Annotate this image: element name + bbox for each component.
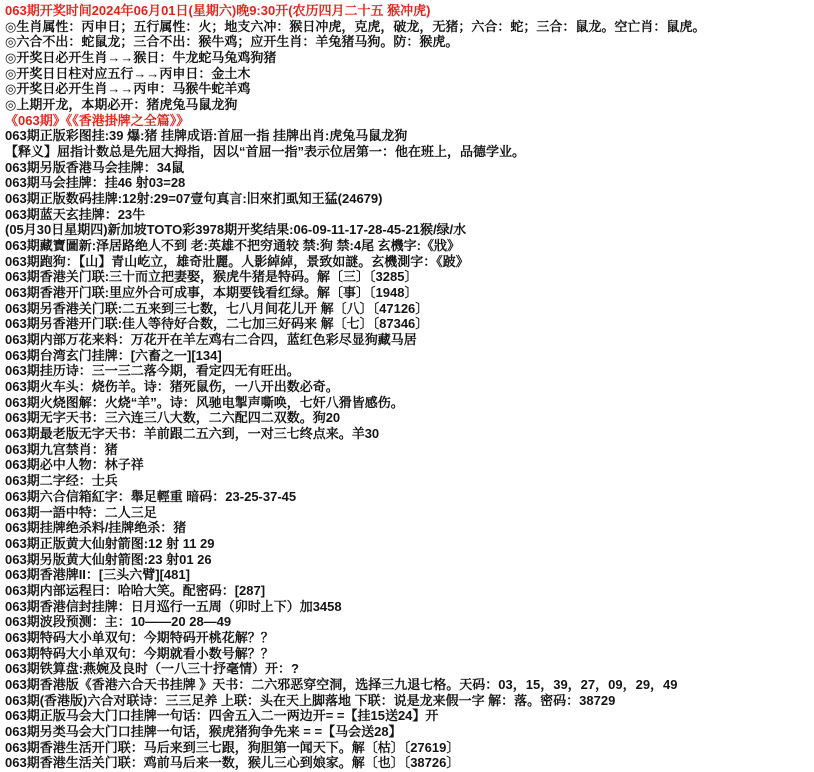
hk-board-ii-line: 063期香港牌II：[三头六臂][481] [5, 567, 190, 583]
five-elements-line: ◎开奖日日柱对应五行→→丙申日：金土木 [5, 65, 251, 81]
treasure-map-line: 063期藏寶圖新:泽居路绝人不到 老:英雄不把穷通较 禁:狗 禁:4尾 玄機字:《戕》 [5, 238, 461, 254]
must-open-zodiac-line-1: ◎开奖日必开生肖→→猴日：牛龙蛇马兔鸡狗猪 [5, 50, 277, 66]
one-phrase-special-line: 063期一語中特：二人三足 [5, 504, 157, 520]
running-dog-line: 063期跑狗：【山】青山屹立，雄奇壯麗。人影綽綽，景致如謎。玄機測字：《跛》 [5, 253, 469, 269]
hk-life-closing-couplet-line: 063期香港生活关门联：鸡前马后来一数，猴儿三心到娘家。解〔也〕〔38726〕 [5, 755, 460, 771]
section-title: 《063期》《《香港掛牌之全篇》》 [5, 112, 190, 128]
hk-life-opening-couplet-line: 063期香港生活开门联：马后来到三七跟，狗胆第一闻天下。解〔枯〕〔27619〕 [5, 739, 460, 755]
board-kill-line: 063期挂牌绝杀料/挂牌绝杀：猪 [5, 520, 187, 536]
special-code-sentence-line-2: 063期特码大小单双句：今期就看小数号解？？ [5, 645, 274, 661]
hk-opening-couplet-line: 063期香港开门联:里应外合可成事，本期要钱看红绿。解〔事〕〔1948〕 [5, 285, 418, 301]
locomotive-line: 063期火车头：烧伤羊。诗：猪死鼠伤，一八开出数必奇。 [5, 379, 339, 395]
alt-jockey-gate-board-line: 063期另类马会大门口挂牌一句话，猴虎猪狗争先来 = =【马会送28】 [5, 723, 402, 739]
singapore-toto-result-line: (05月30日星期四)新加坡TOTO彩3978期开奖结果:06-09-11-17-28-45-21猴/绿/水 [5, 222, 467, 238]
internal-fortune-line: 063期内部运程曰：哈哈大笑。配密码：[287] [5, 582, 266, 598]
iron-abacus-line: 063期铁算盘:燕婉及良时（一八三十抒毫情）开：? [5, 661, 299, 677]
draw-time-header: 063期开奖时间2024年06月01日(星期六)晚9:30开(农历四月二十五 猴冲虎) [5, 3, 431, 18]
alt-wongtaisin-archery-line: 063期另版黄大仙射箭图:23 射01 26 [5, 551, 212, 567]
color-chart-line: 063期正版彩图挂:39 爆:猪 挂牌成语:首屈一指 挂牌出肖:虎兔马鼠龙狗 [5, 128, 408, 144]
liuhe-exclusion-line: ◎六合不出：蛇鼠龙；三合不出：猴牛鸡；应开生肖：羊兔猪马狗。防：猴虎。 [5, 34, 459, 50]
mailbox-red-word-line: 063期六合信箱紅字：舉足輕重 暗码：23-25-37-45 [5, 488, 297, 504]
alt-hk-opening-couplet-line: 063期另香港开门联:佳人等待好合数，二七加三好码来 解〔七〕〔87346〕 [5, 316, 429, 332]
heaven-book-line: 063期香港版《香港六合天书挂牌 》天书：二六邪恶穿空洞，选择三九退七格。天码：03，15，39，27，09，29，49 [5, 676, 678, 692]
couplet-poem-line: 063期(香港版)六合对联诗：三三足养 上联：头在天上脚落地 下联：说是龙来假一字 解：落。密码：38729 [5, 692, 616, 708]
content [5, 3, 810, 771]
oldest-wordless-book-line: 063期最老版无字天书：羊前跟二五六到，一对三七终点来。羊30 [5, 426, 380, 442]
idiom-explanation-line: 【释义】屈指计数总是先屈大拇指，因以“首屈一指”表示位居第一：他在班上，品德学业。 [5, 144, 526, 160]
hk-envelope-board-line: 063期香港信封挂牌：日月巡行一五周（卯时上下）加3458 [5, 598, 342, 614]
taiwan-xuanmen-board-line: 063期台湾玄门挂牌：[六畜之一][134] [5, 347, 222, 363]
internal-wanhua-line: 063期内部万花来料：万花开在羊左鸡右二合四，蓝红色彩尽显狗藏马居 [5, 332, 417, 348]
band-prediction-line: 063期波段预测：主：10——20 28—49 [5, 614, 232, 630]
digital-board-line: 063期正版数码挂牌:12射:29=07壹句真言:旧來扪虱知王猛(24679) [5, 191, 383, 207]
jiugong-forbidden-zodiac-line: 063期九宫禁肖：猪 [5, 441, 118, 457]
hk-closing-couplet-line: 063期香港关门联:三十而立把妻娶，猴虎牛猪是特码。解〔三〕〔3285〕 [5, 269, 418, 285]
two-char-scripture-line: 063期二字经：士兵 [5, 473, 118, 489]
jockey-board-line: 063期马会挂牌：挂46 射03=28 [5, 175, 186, 191]
last-issue-line: ◎上期开龙，本期必开：猪虎兔马鼠龙狗 [5, 97, 238, 113]
jockey-gate-board-line: 063期正版马会大门口挂牌一句话：四舍五入二一两边开= =【挂15送24】开 [5, 708, 439, 724]
zodiac-attributes-line: ◎生肖属性：丙申日；五行属性：火；地支六冲：猴日冲虎，克虎，破龙，无猪；六合：蛇；三合：鼠龙。空亡肖：鼠虎。 [5, 18, 706, 34]
fire-diagram-line: 063期火烧图解：火烧“羊”。诗：风驰电掣声嘶唤，七奸八猾皆感伤。 [5, 394, 404, 410]
special-code-sentence-line-1: 063期特码大小单双句：今期特码开桃花解？？ [5, 629, 274, 645]
calendar-poem-line: 063期挂历诗：三一三二落今期，看定四无有旺出。 [5, 363, 300, 379]
must-hit-person-line: 063期必中人物：林子祥 [5, 457, 144, 473]
alt-hk-jockey-board-line: 063期另版香港马会挂牌：34鼠 [5, 159, 185, 175]
wordless-book-line: 063期无字天书：三六连三八大数，二六配四二双数。狗20 [5, 410, 341, 426]
alt-hk-closing-couplet-line: 063期另香港关门联:二五来到三七数，七八月间花儿开 解〔八〕〔47126〕 [5, 300, 429, 316]
wongtaisin-archery-line: 063期正版黄大仙射箭图:12 射 11 29 [5, 535, 215, 551]
blue-sky-board-line: 063期蓝天玄挂牌：23牛 [5, 206, 146, 222]
must-open-zodiac-line-2: ◎开奖日必开生肖→→丙申：马猴牛蛇羊鸡 [5, 81, 251, 97]
